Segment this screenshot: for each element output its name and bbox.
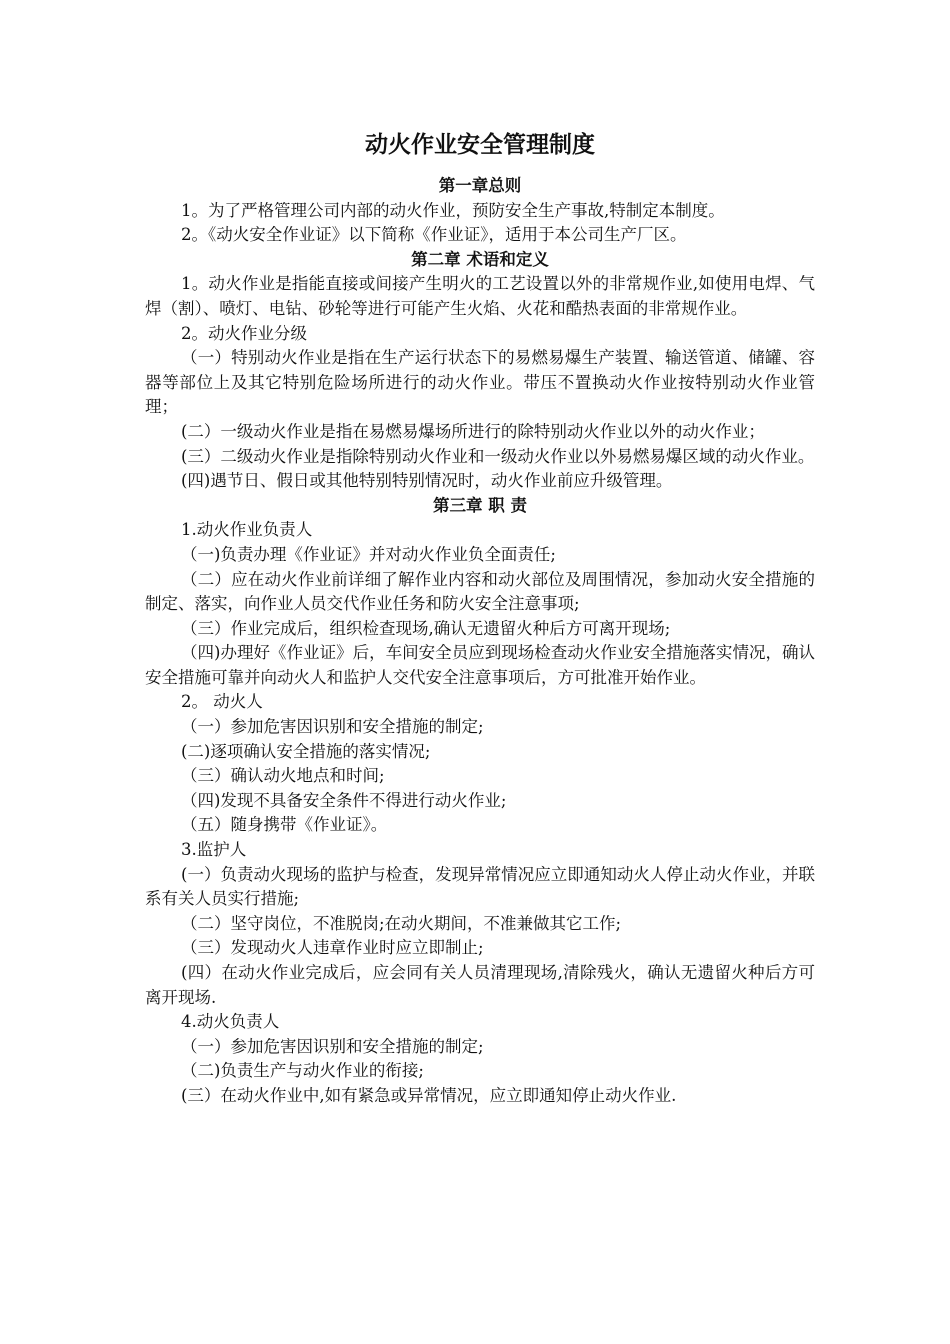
paragraph: （一）参加危害因识别和安全措施的制定; [181,1036,484,1056]
chapter-heading: 第二章 术语和定义 [411,249,549,269]
paragraph: (一）负责动火现场的监护与检查，发现异常情况应立即通知动火人停止动火作业，并联系有关人员实行措施; [145,864,815,909]
paragraph: （一)负责办理《作业证》并对动火作业负全面责任; [181,544,556,564]
paragraph: （三）作业完成后，组织检查现场,确认无遗留火种后方可离开现场; [181,618,671,638]
paragraph: 1.动火作业负责人 [181,520,313,540]
paragraph: 1。动火作业是指能直接或间接产生明火的工艺设置以外的非常规作业,如使用电焊、气焊（割）、喷灯、电钻、砂轮等进行可能产生火焰、火花和酷热表面的非常规作业。 [145,274,815,318]
paragraph: （二)负责生产与动火作业的衔接; [181,1061,424,1081]
paragraph: (二)逐项确认安全措施的落实情况; [181,741,431,761]
paragraph: 1。为了严格管理公司内部的动火作业，预防安全生产事故,特制定本制度。 [181,200,725,220]
chapter-heading: 第一章总则 [438,176,522,195]
paragraph: (二）一级动火作业是指在易燃易爆场所进行的除特别动火作业以外的动火作业； [181,421,765,441]
paragraph: （一）参加危害因识别和安全措施的制定; [181,717,484,737]
paragraph: 2。《动火安全作业证》以下简称《作业证》，适用于本公司生产厂区。 [181,225,687,245]
paragraph: 3.监护人 [181,840,247,860]
paragraph: 4.动火负责人 [181,1012,280,1032]
paragraph: （五）随身携带《作业证》。 [181,815,388,835]
document-title: 动火作业安全管理制度 [365,132,595,158]
paragraph: （四)发现不具备安全条件不得进行动火作业; [181,790,507,810]
paragraph: 2。 动火人 [181,692,263,712]
paragraph: （三）发现动火人违章作业时应立即制止; [181,938,484,958]
chapter-heading: 第三章 职 责 [433,495,527,515]
paragraph: （一）特别动火作业是指在生产运行状态下的易燃易爆生产装置、输送管道、储罐、容器等部位上及其它特别危险场所进行的动火作业。带压不置换动火作业按特别动火作业管理； [145,348,815,417]
paragraph: (四）在动火作业完成后，应会同有关人员清理现场,清除残火，确认无遗留火种后方可离开现场. [145,963,815,1007]
sections-container [145,174,815,1109]
paragraph: （三）确认动火地点和时间; [181,766,385,786]
paragraph: (三）在动火作业中,如有紧急或异常情况，应立即通知停止动火作业. [181,1085,677,1105]
paragraph: (四)遇节日、假日或其他特别特别情况时，动火作业前应升级管理。 [181,471,673,491]
paragraph: 2。动火作业分级 [181,323,307,343]
paragraph: （四)办理好《作业证》后，车间安全员应到现场检查动火作业安全措施落实情况，确认安全措施可靠并向动火人和监护人交代安全注意事项后，方可批准开始作业。 [145,643,815,687]
document-body [145,128,815,1109]
paragraph: （二）坚守岗位，不准脱岗;在动火期间，不准兼做其它工作; [181,913,622,933]
paragraph: (三）二级动火作业是指除特别动火作业和一级动火作业以外易燃易爆区域的动火作业。 [181,446,815,466]
paragraph: （二）应在动火作业前详细了解作业内容和动火部位及周围情况，参加动火安全措施的制定、落实，向作业人员交代作业任务和防火安全注意事项; [145,569,815,614]
